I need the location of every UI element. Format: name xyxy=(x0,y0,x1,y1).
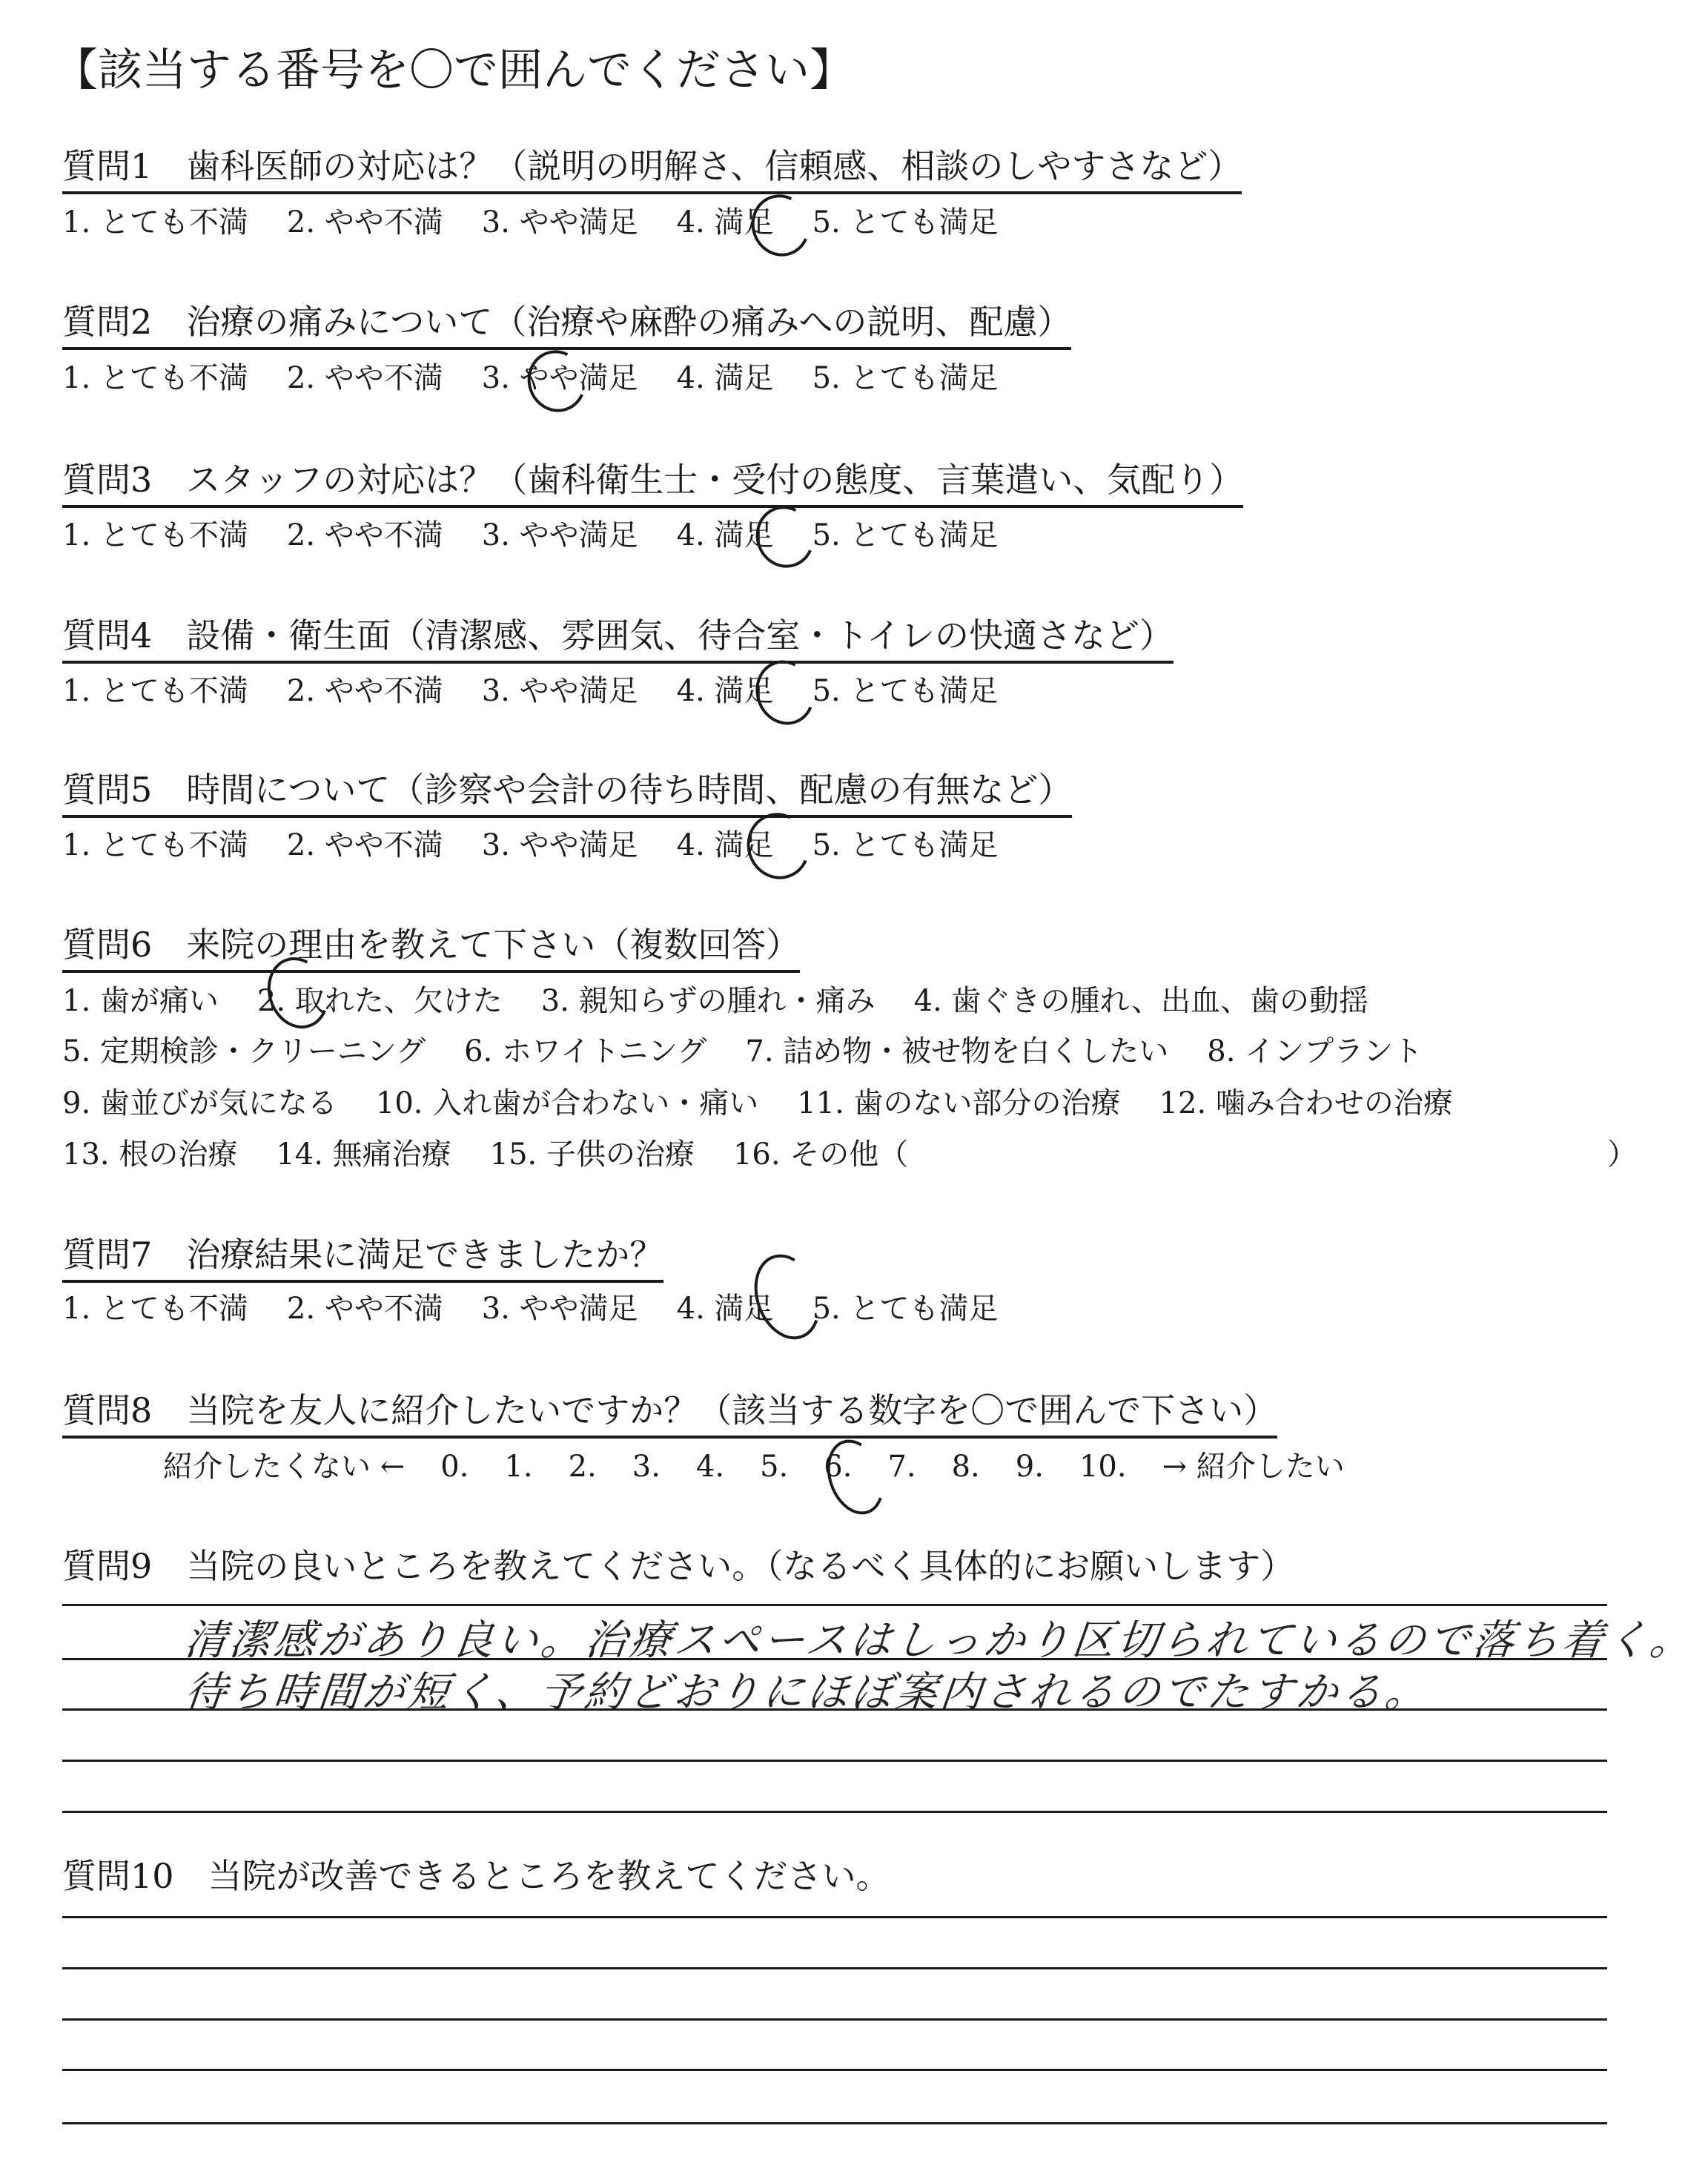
q7-selection-circle xyxy=(743,1245,831,1349)
q9-handwritten-answer-line-1[interactable]: 清潔感があり良い。治療スペースはしっかり区切られているので落ち着く。 xyxy=(182,1616,1698,1665)
q8-score-2[interactable]: 2. xyxy=(568,1450,597,1484)
q2-option-1[interactable]: 1. とても不満 xyxy=(62,361,248,395)
question-1-options xyxy=(62,200,1036,245)
q8-score-7[interactable]: 7. xyxy=(887,1450,916,1484)
q2-selection-circle xyxy=(519,342,595,420)
q6-option-3[interactable]: 3. 親知らずの腫れ・痛み xyxy=(540,984,875,1018)
q6-option-14[interactable]: 14. 無痛治療 xyxy=(276,1137,451,1172)
q3-option-2[interactable]: 2. やや不満 xyxy=(286,518,443,552)
q10-answer-line xyxy=(62,1967,1607,1969)
q6-option-15[interactable]: 15. 子供の治療 xyxy=(489,1137,695,1172)
q10-answer-line xyxy=(62,2018,1607,2021)
q7-option-3[interactable]: 3. やや満足 xyxy=(481,1292,638,1326)
q6-option-13[interactable]: 13. 根の治療 xyxy=(62,1137,238,1172)
q8-score-8[interactable]: 8. xyxy=(951,1450,980,1484)
form-title: 【該当する番号を〇で囲んでください】 xyxy=(53,44,854,96)
q8-score-4[interactable]: 4. xyxy=(695,1450,725,1484)
question-7-label: 質問7 治療結果に満足できましたか？ xyxy=(62,1231,663,1283)
question-6-label: 質問6 来院の理由を教えて下さい（複数回答） xyxy=(62,921,800,973)
q8-score-9[interactable]: 9. xyxy=(1015,1450,1044,1484)
q10-answer-line xyxy=(62,2122,1607,2124)
question-9-label: 質問9 当院の良いところを教えてください。（なるべく具体的にお願いします） xyxy=(62,1546,1295,1586)
question-6-row-4 xyxy=(62,1132,947,1177)
q9-handwritten-answer-line-2[interactable]: 待ち時間が短く、予約どおりにほぼ案内されるのでたすかる。 xyxy=(182,1668,1432,1717)
q5-option-1[interactable]: 1. とても不満 xyxy=(62,828,248,862)
q6-option-9[interactable]: 9. 歯並びが気になる xyxy=(62,1086,337,1120)
q6-other-close-paren: ） xyxy=(1607,1137,1637,1172)
question-5-label: 質問5 時間について（診察や会計の待ち時間、配慮の有無など） xyxy=(62,766,1072,818)
q1-option-4[interactable]: 4. 満足 xyxy=(676,205,774,240)
q6-option-10[interactable]: 10. 入れ歯が合わない・痛い xyxy=(375,1086,759,1120)
q9-answer-line xyxy=(62,1604,1607,1606)
q6-option-1[interactable]: 1. 歯が痛い xyxy=(62,984,219,1018)
q4-option-2[interactable]: 2. やや不満 xyxy=(286,674,443,708)
q8-score-10[interactable]: 10. xyxy=(1079,1450,1127,1484)
q10-answer-line xyxy=(62,1916,1607,1918)
q4-selection-circle xyxy=(747,652,823,733)
question-6-row-3 xyxy=(62,1081,1492,1126)
question-8-scale xyxy=(163,1444,1380,1489)
q8-score-3[interactable]: 3. xyxy=(632,1450,661,1484)
q9-answer-line xyxy=(62,1760,1607,1762)
q6-option-5[interactable]: 5. 定期検診・クリーニング xyxy=(62,1034,426,1069)
q6-option-16[interactable]: 16. その他（ xyxy=(732,1137,909,1172)
q4-option-5[interactable]: 5. とても満足 xyxy=(812,674,999,708)
question-1-label: 質問1 歯科医師の対応は？（説明の明解さ、信頼感、相談のしやすさなど） xyxy=(62,142,1242,194)
q3-option-1[interactable]: 1. とても不満 xyxy=(62,518,248,552)
q2-option-5[interactable]: 5. とても満足 xyxy=(812,361,999,395)
q1-option-5[interactable]: 5. とても満足 xyxy=(812,205,999,240)
question-4-label: 質問4 設備・衛生面（清潔感、雰囲気、待合室・トイレの快適さなど） xyxy=(62,612,1174,664)
q7-option-2[interactable]: 2. やや不満 xyxy=(286,1292,443,1326)
question-7-options xyxy=(62,1287,1036,1331)
q7-option-1[interactable]: 1. とても不満 xyxy=(62,1292,248,1326)
q2-option-2[interactable]: 2. やや不満 xyxy=(286,361,443,395)
q3-option-3[interactable]: 3. やや満足 xyxy=(481,518,638,552)
q8-score-0[interactable]: 0. xyxy=(440,1450,469,1484)
q7-option-4[interactable]: 4. 満足 xyxy=(676,1292,774,1326)
q4-option-4[interactable]: 4. 満足 xyxy=(676,674,774,708)
q6-option-6[interactable]: 6. ホワイトニング xyxy=(464,1034,707,1069)
q1-selection-circle xyxy=(743,186,818,265)
q2-option-4[interactable]: 4. 満足 xyxy=(676,361,774,395)
q5-option-2[interactable]: 2. やや不満 xyxy=(286,828,443,862)
q8-score-1[interactable]: 1. xyxy=(504,1450,533,1484)
q5-option-3[interactable]: 3. やや満足 xyxy=(481,828,638,862)
q9-answer-line xyxy=(62,1811,1607,1813)
q10-answer-line xyxy=(62,2069,1607,2071)
q3-option-4[interactable]: 4. 満足 xyxy=(676,518,774,552)
q5-option-4[interactable]: 4. 満足 xyxy=(676,828,774,862)
q1-option-1[interactable]: 1. とても不満 xyxy=(62,205,248,240)
question-5-options xyxy=(62,823,1036,868)
question-3-label: 質問3 スタッフの対応は？（歯科衛生士・受付の態度、言葉遣い、気配り） xyxy=(62,456,1243,508)
question-2-label: 質問2 治療の痛みについて（治療や麻酔の痛みへの説明、配慮） xyxy=(62,298,1071,350)
q6-option-7[interactable]: 7. 詰め物・被せ物を白くしたい xyxy=(745,1034,1169,1069)
question-4-options xyxy=(62,669,1036,713)
q8-left-label: 紹介したくない ← xyxy=(163,1450,406,1484)
q6-option-2[interactable]: 2. 取れた、欠けた xyxy=(256,984,503,1018)
question-10-label: 質問10 当院が改善できるところを教えてください。 xyxy=(62,1856,890,1896)
q3-option-5[interactable]: 5. とても満足 xyxy=(812,518,999,552)
q1-option-3[interactable]: 3. やや満足 xyxy=(481,205,638,240)
q6-option-11[interactable]: 11. 歯のない部分の治療 xyxy=(797,1086,1121,1120)
q3-selection-circle xyxy=(747,498,823,576)
q6-option-4[interactable]: 4. 歯ぐきの腫れ、出血、歯の動揺 xyxy=(913,984,1368,1018)
q6-option-8[interactable]: 8. インプラント xyxy=(1207,1034,1423,1069)
q4-option-3[interactable]: 3. やや満足 xyxy=(481,674,638,708)
q2-option-3[interactable]: 3. やや満足 xyxy=(481,361,638,395)
q8-score-6[interactable]: 6. xyxy=(824,1450,853,1484)
question-3-options xyxy=(62,513,1036,558)
question-6-row-1 xyxy=(62,979,1407,1023)
question-6-row-2 xyxy=(62,1029,1461,1074)
question-8-label: 質問8 当院を友人に紹介したいですか？（該当する数字を〇で囲んで下さい） xyxy=(62,1387,1277,1439)
q7-option-5[interactable]: 5. とても満足 xyxy=(812,1292,999,1326)
q8-right-label: → 紹介したい xyxy=(1162,1450,1345,1484)
q4-option-1[interactable]: 1. とても不満 xyxy=(62,674,248,708)
q1-option-2[interactable]: 2. やや不満 xyxy=(286,205,443,240)
q5-option-5[interactable]: 5. とても満足 xyxy=(812,828,999,862)
q6-option-12[interactable]: 12. 噛み合わせの治療 xyxy=(1159,1086,1453,1120)
q8-score-5[interactable]: 5. xyxy=(760,1450,789,1484)
